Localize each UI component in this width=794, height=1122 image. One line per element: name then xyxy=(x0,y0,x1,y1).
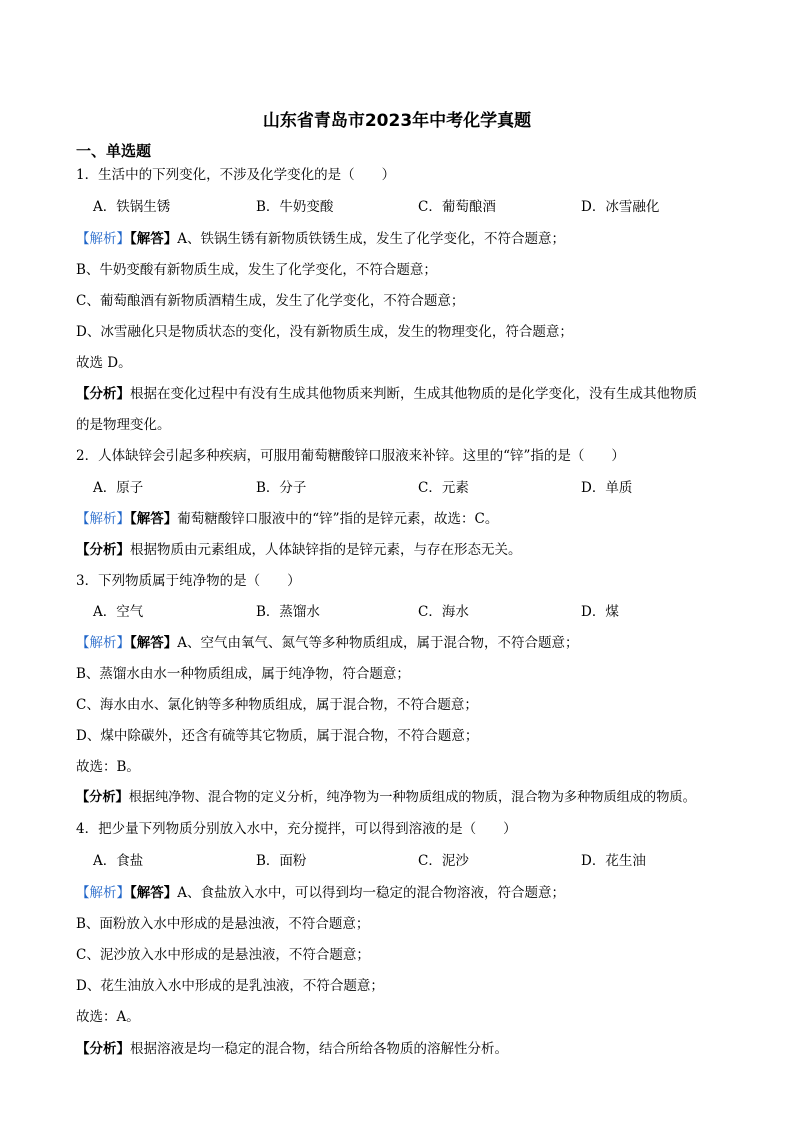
option-b: B．蒸馏水 xyxy=(256,604,320,620)
answer-line: C、海水由水、氯化钠等多种物质组成，属于混合物，不符合题意； xyxy=(76,697,478,713)
answer-line: C、泥沙放入水中形成的是悬浊液，不符合题意； xyxy=(76,947,370,963)
option-c: C．葡萄酿酒 xyxy=(418,199,496,215)
question-3-answer xyxy=(76,634,756,652)
question-4-answer xyxy=(76,884,756,902)
option-a: A．空气 xyxy=(93,604,144,620)
option-d: D．煤 xyxy=(581,604,619,620)
option-b: B．面粉 xyxy=(256,853,307,869)
question-1-options xyxy=(93,198,756,216)
answer-line: 故选：B。 xyxy=(76,759,140,775)
analysis-line: 的是物理变化。 xyxy=(76,417,171,433)
question-1-analysis xyxy=(76,385,756,403)
question-3-analysis xyxy=(76,789,756,807)
fenxi-text: 根据溶液是均一稳定的混合物，结合所给各物质的溶解性分析。 xyxy=(130,1041,508,1057)
option-c: C．元素 xyxy=(418,480,469,496)
option-a: A．食盐 xyxy=(93,853,144,869)
question-3-stem: 3．下列物质属于纯净物的是（ ） xyxy=(76,573,301,589)
answer-line: D、花生油放入水中形成的是乳浊液，不符合题意； xyxy=(76,978,384,994)
option-d: D．花生油 xyxy=(581,853,646,869)
question-4-stem: 4．把少量下列物质分别放入水中，充分搅拌，可以得到溶液的是（ ） xyxy=(76,821,517,837)
option-c: C．泥沙 xyxy=(418,853,469,869)
option-b: B．牛奶变酸 xyxy=(256,199,334,215)
question-4-analysis xyxy=(76,1040,756,1058)
answer-tag: 【解答】 xyxy=(130,635,178,651)
option-b: B．分子 xyxy=(256,480,307,496)
question-2-analysis xyxy=(76,541,756,559)
answer-tag: 【解答】 xyxy=(130,885,178,901)
fenxi-text: 根据物质由元素组成，人体缺锌指的是锌元素，与存在形态无关。 xyxy=(130,542,522,558)
answer-line: 故选 D。 xyxy=(76,355,132,371)
answer-line: D、煤中除碳外，还含有硫等其它物质，属于混合物，不符合题意； xyxy=(76,728,479,744)
answer-line: 故选：A。 xyxy=(76,1009,140,1025)
section-heading: 一、单选题 xyxy=(76,142,152,160)
option-a: A．原子 xyxy=(93,480,144,496)
analysis-tag: 【解析】 xyxy=(76,885,130,901)
question-2-answer xyxy=(76,510,756,528)
analysis-tag: 【解析】 xyxy=(76,635,130,651)
question-2-stem: 2．人体缺锌会引起多种疾病，可服用葡萄糖酸锌口服液来补锌。这里的“锌”指的是（ ） xyxy=(76,448,625,464)
option-a: A．铁锅生锈 xyxy=(93,199,171,215)
answer-line: D、冰雪融化只是物质状态的变化，没有新物质生成，发生的物理变化，符合题意； xyxy=(76,324,573,340)
analysis-tag: 【解析】 xyxy=(76,231,130,247)
question-1-stem: 1．生活中的下列变化，不涉及化学变化的是（ ） xyxy=(76,167,396,183)
question-3-options xyxy=(93,603,756,621)
fenxi-text: 根据在变化过程中有没有生成其他物质来判断，生成其他物质的是化学变化，没有生成其他物质 xyxy=(130,386,697,402)
question-2-options xyxy=(93,479,756,497)
answer-tag: 【解答】 xyxy=(130,511,178,527)
answer-line: C、葡萄酿酒有新物质酒精生成，发生了化学变化，不符合题意； xyxy=(76,293,465,309)
answer-line: B、蒸馏水由水一种物质组成，属于纯净物，符合题意； xyxy=(76,666,410,682)
fenxi-tag: 【分析】 xyxy=(76,386,130,402)
option-d: D．单质 xyxy=(581,480,633,496)
analysis-tag: 【解析】 xyxy=(76,511,130,527)
option-d: D．冰雪融化 xyxy=(581,199,660,215)
fenxi-tag: 【分析】 xyxy=(76,1041,130,1057)
fenxi-text: 根据纯净物、混合物的定义分析，纯净物为一种物质组成的物质，混合物为多种物质组成的物质。 xyxy=(128,790,696,805)
answer-text: A、空气由氧气、氮气等多种物质组成，属于混合物，不符合题意； xyxy=(177,635,579,651)
answer-line: B、面粉放入水中形成的是悬浊液，不符合题意； xyxy=(76,916,370,932)
fenxi-tag: 【分析】 xyxy=(76,542,130,558)
question-1-answer xyxy=(76,230,756,248)
question-4-options xyxy=(93,852,756,870)
page-title: 山东省青岛市2023年中考化学真题 xyxy=(262,111,532,131)
answer-line: B、牛奶变酸有新物质生成，发生了化学变化，不符合题意； xyxy=(76,262,437,278)
option-c: C．海水 xyxy=(418,604,469,620)
answer-text: 葡萄糖酸锌口服液中的“锌”指的是锌元素，故选：C。 xyxy=(177,511,499,527)
answer-tag: 【解答】 xyxy=(130,231,178,247)
fenxi-tag: 【分析】 xyxy=(76,790,129,805)
answer-text: A、铁锅生锈有新物质铁锈生成，发生了化学变化，不符合题意； xyxy=(177,231,565,247)
answer-text: A、食盐放入水中，可以得到均一稳定的混合物溶液，符合题意； xyxy=(177,885,565,901)
